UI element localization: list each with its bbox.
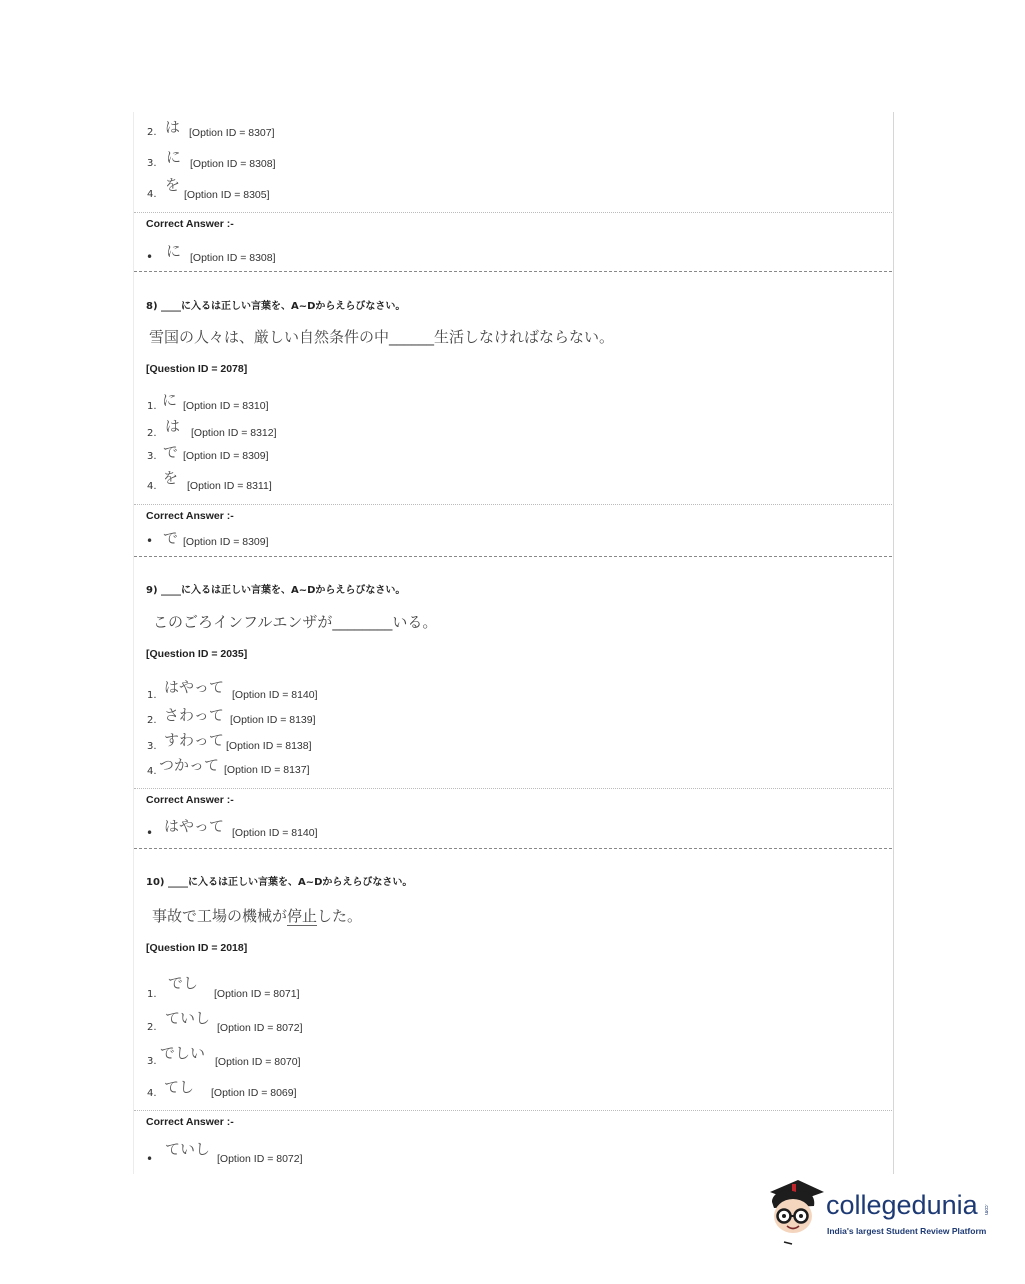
option-kana: に xyxy=(162,391,178,409)
answer-kana: に xyxy=(166,242,182,260)
question-id: [Question ID = 2018] xyxy=(146,942,248,954)
option-kana: ていし xyxy=(165,1009,211,1027)
option-kana: てし xyxy=(164,1078,195,1096)
option-id: [Option ID = 8140] xyxy=(232,689,318,701)
option-kana: すわって xyxy=(164,731,224,749)
option-id: [Option ID = 8137] xyxy=(224,764,310,776)
question-sentence: このごろインフルエンザが________いる。 xyxy=(153,613,438,631)
question-id: [Question ID = 2035] xyxy=(146,648,248,660)
question-separator xyxy=(134,556,892,557)
logo-wordmark: collegedunia xyxy=(826,1190,978,1220)
option-id: [Option ID = 8312] xyxy=(191,427,277,439)
option-number: 3. xyxy=(147,451,157,462)
option-id: [Option ID = 8308] xyxy=(190,158,276,170)
question-header: 10) ____に入るは正しい言葉を、A~Dからえらびなさい。 xyxy=(146,877,413,888)
answer-bullet: • xyxy=(146,826,154,840)
option-kana: はやって xyxy=(164,678,225,696)
option-number: 2. xyxy=(147,428,157,439)
correct-answer-label: Correct Answer :- xyxy=(146,510,234,522)
option-id: [Option ID = 8305] xyxy=(184,189,270,201)
option-kana: は xyxy=(165,118,181,136)
option-number: 1. xyxy=(147,989,157,1000)
logo-tagline: India's largest Student Review Platform xyxy=(827,1226,987,1236)
answer-option-id: [Option ID = 8309] xyxy=(183,536,269,548)
option-kana: を xyxy=(163,469,179,487)
question-sentence: 雪国の人々は、厳しい自然条件の中______生活しなければならない。 xyxy=(149,328,615,346)
correct-answer-label: Correct Answer :- xyxy=(146,794,234,806)
collegedunia-logo xyxy=(766,1178,994,1248)
answer-kana: ていし xyxy=(165,1140,211,1158)
underlined-word: 停止 xyxy=(287,907,318,925)
option-kana: でしい xyxy=(160,1044,206,1062)
option-id: [Option ID = 8311] xyxy=(187,480,272,492)
answer-kana: で xyxy=(163,529,179,547)
option-number: 4. xyxy=(147,1088,157,1099)
option-number: 1. xyxy=(147,401,157,412)
answer-option-id: [Option ID = 8072] xyxy=(217,1153,303,1165)
correct-answer-label: Correct Answer :- xyxy=(146,218,234,230)
divider xyxy=(134,788,892,789)
option-kana: に xyxy=(166,148,182,166)
answer-option-id: [Option ID = 8140] xyxy=(232,827,318,839)
option-number: 4. xyxy=(147,766,157,777)
option-kana: さわって xyxy=(164,706,224,724)
logo-com: .com xyxy=(983,1204,989,1215)
question-header: 9) ____に入るは正しい言葉を、A~Dからえらびなさい。 xyxy=(146,585,406,596)
option-kana: を xyxy=(165,176,181,194)
option-kana: は xyxy=(165,417,181,435)
option-id: [Option ID = 8310] xyxy=(183,400,269,412)
option-kana: つかって xyxy=(159,756,220,774)
question-header: 8) ____に入るは正しい言葉を、A~Dからえらびなさい。 xyxy=(146,301,406,312)
option-id: [Option ID = 8069] xyxy=(211,1087,297,1099)
option-id: [Option ID = 8307] xyxy=(189,127,275,139)
option-number: 1. xyxy=(147,690,157,701)
option-id: [Option ID = 8138] xyxy=(226,740,312,752)
option-id: [Option ID = 8309] xyxy=(183,450,269,462)
option-kana: で xyxy=(163,443,179,461)
divider xyxy=(134,212,892,213)
correct-answer-label: Correct Answer :- xyxy=(146,1116,234,1128)
answer-bullet: • xyxy=(146,250,154,264)
question-sentence: 事故で工場の機械が停止した。 xyxy=(152,907,363,925)
answer-option-id: [Option ID = 8308] xyxy=(190,252,276,264)
question-separator xyxy=(134,848,892,849)
question-id: [Question ID = 2078] xyxy=(146,363,248,375)
question-separator xyxy=(134,271,892,272)
answer-kana: はやって xyxy=(164,817,225,835)
option-number: 4. xyxy=(147,481,157,492)
option-kana: でし xyxy=(168,974,199,992)
option-id: [Option ID = 8139] xyxy=(230,714,316,726)
option-number: 2. xyxy=(147,127,157,138)
option-id: [Option ID = 8070] xyxy=(215,1056,301,1068)
option-number: 3. xyxy=(147,741,157,752)
option-id: [Option ID = 8072] xyxy=(217,1022,303,1034)
option-id: [Option ID = 8071] xyxy=(214,988,300,1000)
answer-bullet: • xyxy=(146,534,154,548)
option-number: 3. xyxy=(147,158,157,169)
divider xyxy=(134,1110,892,1111)
divider xyxy=(134,504,892,505)
answer-bullet: • xyxy=(146,1152,154,1166)
option-number: 3. xyxy=(147,1056,157,1067)
option-number: 4. xyxy=(147,189,157,200)
option-number: 2. xyxy=(147,715,157,726)
option-number: 2. xyxy=(147,1022,157,1033)
mascot-icon xyxy=(766,1178,824,1248)
